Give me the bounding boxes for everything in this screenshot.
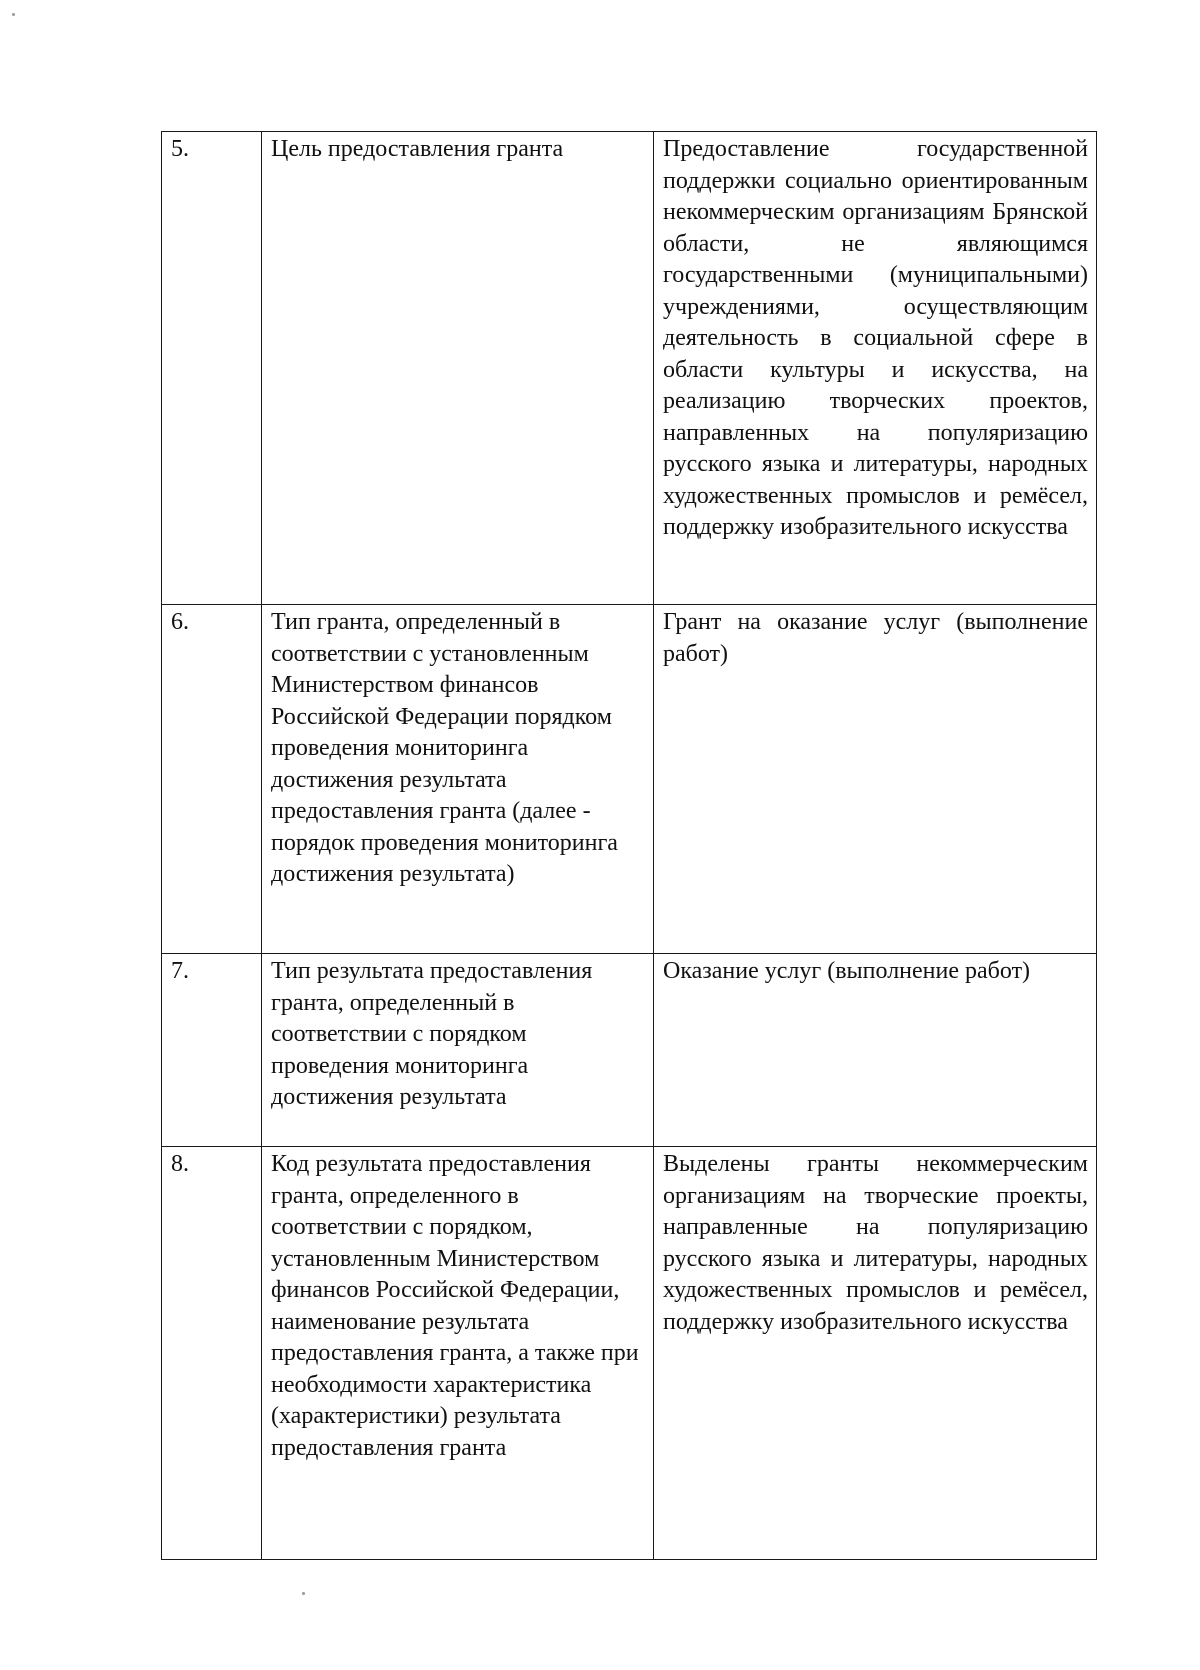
table-row: [162, 954, 1097, 1147]
row-name: Цель предоставления гранта: [262, 132, 654, 605]
table-row: [162, 132, 1097, 605]
table-row: [162, 605, 1097, 954]
scan-artifact: [12, 13, 15, 16]
row-number: 7.: [162, 954, 262, 1147]
scan-artifact: [302, 1592, 305, 1595]
row-value: Оказание услуг (выполнение работ): [654, 954, 1097, 1147]
row-name: Тип гранта, определенный в соответствии с установленным Министерством финансов Российской Федерации порядком проведения мониторинга достижения результата предоставления гранта (далее - порядок проведения мониторинга достижения результата): [262, 605, 654, 954]
row-value: Выделены гранты некоммерческим организациям на творческие проекты, направленные на популяризацию русского языка и литературы, народных художественных промыслов и ремёсел, поддержку изобразительного искусства: [654, 1147, 1097, 1560]
row-value: Грант на оказание услуг (выполнение работ): [654, 605, 1097, 954]
row-number: 5.: [162, 132, 262, 605]
grant-parameters-table: [161, 131, 1097, 1560]
row-name: Код результата предоставления гранта, определенного в соответствии с порядком, установленным Министерством финансов Российской Федерации, наименование результата предоставления гранта, а также при необходимости характеристика (характеристики) результата предоставления гранта: [262, 1147, 654, 1560]
row-number: 6.: [162, 605, 262, 954]
row-name: Тип результата предоставления гранта, определенный в соответствии с порядком проведения мониторинга достижения результата: [262, 954, 654, 1147]
row-number: 8.: [162, 1147, 262, 1560]
row-value: Предоставление государственной поддержки социально ориентированным некоммерческим организациям Брянской области, не являющимся государственными (муниципальными) учреждениями, осуществляющим деятельность в социальной сфере в области культуры и искусства, на реализацию творческих проектов, направленных на популяризацию русского языка и литературы, народных художественных промыслов и ремёсел, поддержку изобразительного искусства: [654, 132, 1097, 605]
table-row: [162, 1147, 1097, 1560]
